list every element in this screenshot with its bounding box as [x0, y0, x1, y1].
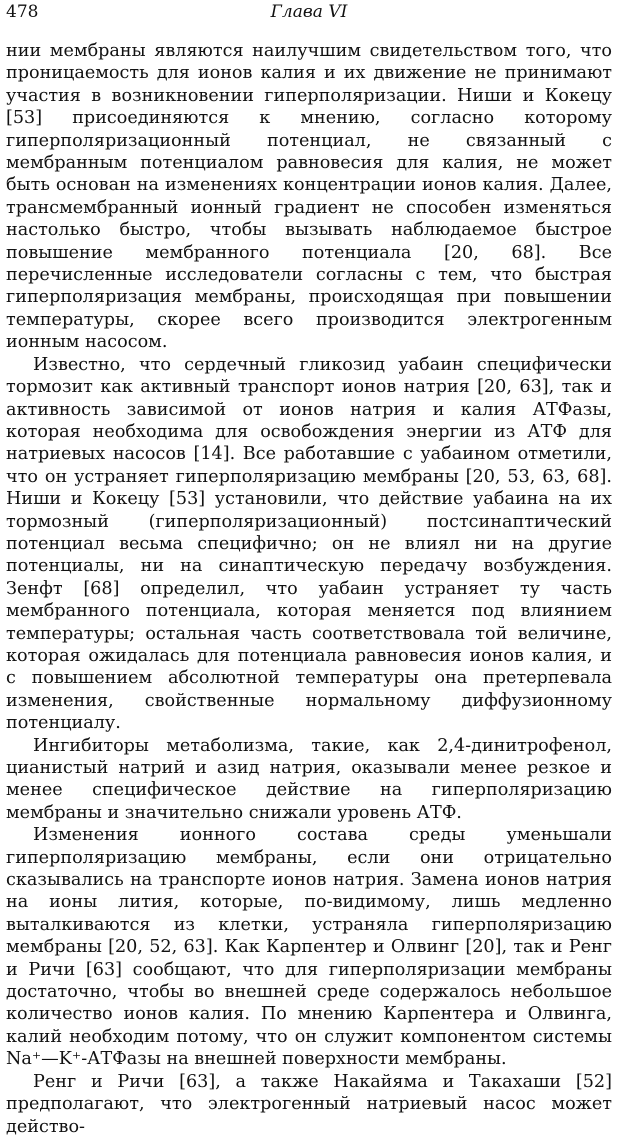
chapter-running-head: Глава VI [270, 2, 348, 22]
paragraph-ouabain: Известно, что сердечный гликозид уабаин специфически тормозит как активный транспорт ионов натрия [20, 63], так и активность зависимой от ионов натрия и калия АТФазы, которая необходима для освобождения энергии из АТФ для натриевых насосов [14]. Все работавшие с уабаином отметили, что он устраняет гиперполяризацию мембраны [20, 53, 63, 68]. Ниши и Кокецу [53] установили, что действие уабаина на их тормозный (гиперполяризационный) постсинаптический потенциал весьма специфично; он не влиял ни на другие потенциалы, ни на синаптическую передачу возбуждения. Зенфт [68] определил, что уабаин устраняет ту часть мембранного потенциала, которая меняется под влиянием температуры; остальная часть соответствовала той величине, которая ожидалась для потенциала равновесия ионов калия, и с повышением абсолютной температуры она претерпевала изменения, свойственные нормальному диффузионному потенциалу. [6, 354, 612, 734]
paragraph-ionic-composition: Изменения ионного состава среды уменьшали гиперполяризацию мембраны, если они отрицательно сказывались на транспорте ионов натрия. Замена ионов натрия на ионы лития, которые, по-видимому, лишь медленно выталкиваются из клетки, устраняла гиперполяризацию мембраны [20, 52, 63]. Как Карпентер и Олвинг [20], так и Ренг и Ричи [63] сообщают, что для гиперполяризации мембраны достаточно, чтобы во внешней среде содержалось небольшое количество ионов калия. По мнению Карпентера и Олвинга, калий необходим потому, что он служит компонентом системы Na⁺—K⁺-АТФазы на внешней поверхности мембраны. [6, 825, 612, 1070]
paragraph-inhibitors: Ингибиторы метаболизма, такие, как 2,4-динитрофенол, цианистый натрий и азид натрия, оказывали менее резкое и менее специфическое действие на гиперполяризацию мембраны и значительно снижали уровень АТФ. [6, 735, 612, 823]
body-text [6, 40, 612, 1138]
page-number: 478 [6, 2, 39, 22]
page-header [6, 2, 612, 40]
paragraph-sodium-pump: Ренг и Ричи [63], а также Накайяма и Такахаши [52] предполагают, что электрогенный натриевый насос может действо- [6, 1071, 612, 1137]
paragraph-continuation: нии мембраны являются наилучшим свидетельством того, что проницаемость для ионов калия и их движение не принимают участия в возникновении гиперполяризации. Ниши и Кокецу [53] присоединяются к мнению, согласно которому гиперполяризационный потенциал, не связанный с мембранным потенциалом равновесия для калия, не может быть основан на изменениях концентрации ионов калия. Далее, трансмембранный ионный градиент не способен изменяться настолько быстро, чтобы вызывать наблюдаемое быстрое повышение мембранного потенциала [20, 68]. Все перечисленные исследователи согласны с тем, что быстрая гиперполяризация мембраны, происходящая при повышении температуры, скорее всего производится электрогенным ионным насосом. [6, 41, 612, 353]
